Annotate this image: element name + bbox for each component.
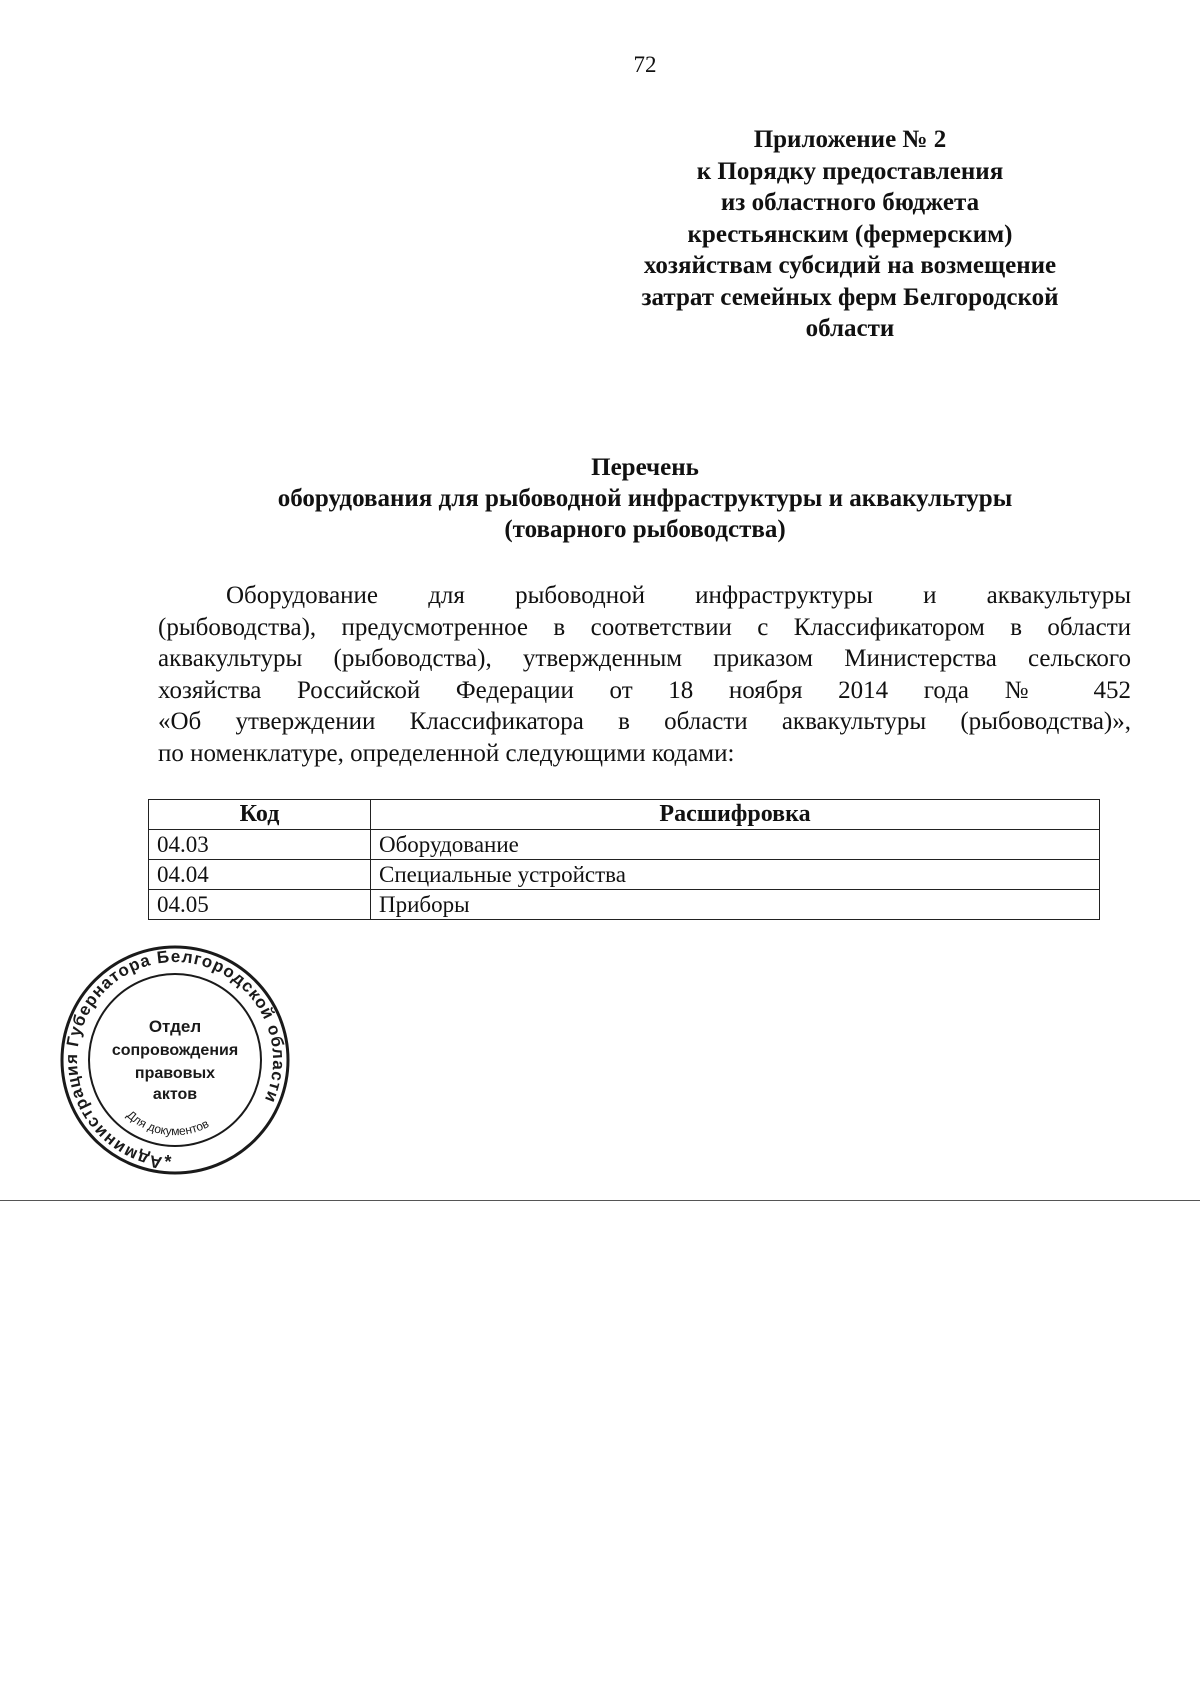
horizontal-rule [0, 1200, 1200, 1201]
appendix-line: хозяйствам субсидий на возмещение [643, 252, 1057, 279]
stamp-center-line: правовых [134, 1065, 216, 1082]
body-line: (рыбоводства), предусмотренное в соответствии с Классификатором в области [158, 613, 1131, 641]
list-title-line: Перечень [591, 454, 699, 481]
body-line: по номенклатуре, определенной следующими кодами: [158, 739, 735, 767]
cell-code: 04.04 [149, 860, 371, 890]
cell-description: Приборы [371, 890, 1100, 920]
stamp-center-line: актов [152, 1086, 198, 1103]
stamp-inner-circle [89, 974, 261, 1146]
table-row [149, 890, 1100, 920]
body-line: Оборудование для рыбоводной инфраструктуры и аквакультуры [226, 582, 1131, 609]
page-number: 72 [633, 52, 657, 77]
appendix-line: из областного бюджета [720, 189, 980, 216]
appendix-line: к Порядку предоставления [696, 157, 1004, 185]
body-line: «Об утверждении Классификатора в области аквакультуры (рыбоводства)», [158, 708, 1131, 735]
table-row [149, 860, 1100, 890]
header-description: Расшифровка [371, 800, 1100, 830]
cell-code: 04.03 [149, 830, 371, 860]
appendix-line: Приложение № 2 [753, 126, 947, 153]
stamp-center-line: Отдел [148, 1017, 202, 1036]
stamp-inner-text [124, 1108, 211, 1139]
body-line: аквакультуры (рыбоводства), утвержденным приказом Министерства сельского [158, 645, 1131, 672]
header-code: Код [149, 800, 371, 830]
list-title-line: оборудования для рыбоводной инфраструктуры и аквакультуры [277, 485, 1013, 512]
cell-description: Специальные устройства [371, 860, 1100, 890]
body-line: хозяйства Российской Федерации от 18 ноября 2014 года № 452 [158, 676, 1131, 704]
cell-code: 04.05 [149, 890, 371, 920]
stamp-center-line: сопровождения [111, 1042, 239, 1059]
body-paragraph [158, 580, 1131, 769]
table-header-row [149, 800, 1100, 830]
stamp-inner-textpath: Для документов [124, 1107, 212, 1139]
stamp-star-icon: * [164, 1152, 172, 1172]
official-stamp [50, 940, 300, 1180]
cell-description: Оборудование [371, 830, 1100, 860]
codes-table [148, 799, 1100, 920]
list-title [150, 452, 1140, 545]
appendix-line: крестьянским (фермерским) [687, 220, 1013, 248]
appendix-line: затрат семейных ферм Белгородской [641, 283, 1059, 311]
appendix-header [600, 124, 1100, 345]
table-row [149, 830, 1100, 860]
stamp-outer-textpath: Администрация Губернатора Белгородской области [61, 946, 289, 1173]
appendix-line: области [805, 315, 895, 342]
list-title-line: (товарного рыбоводства) [504, 516, 786, 543]
